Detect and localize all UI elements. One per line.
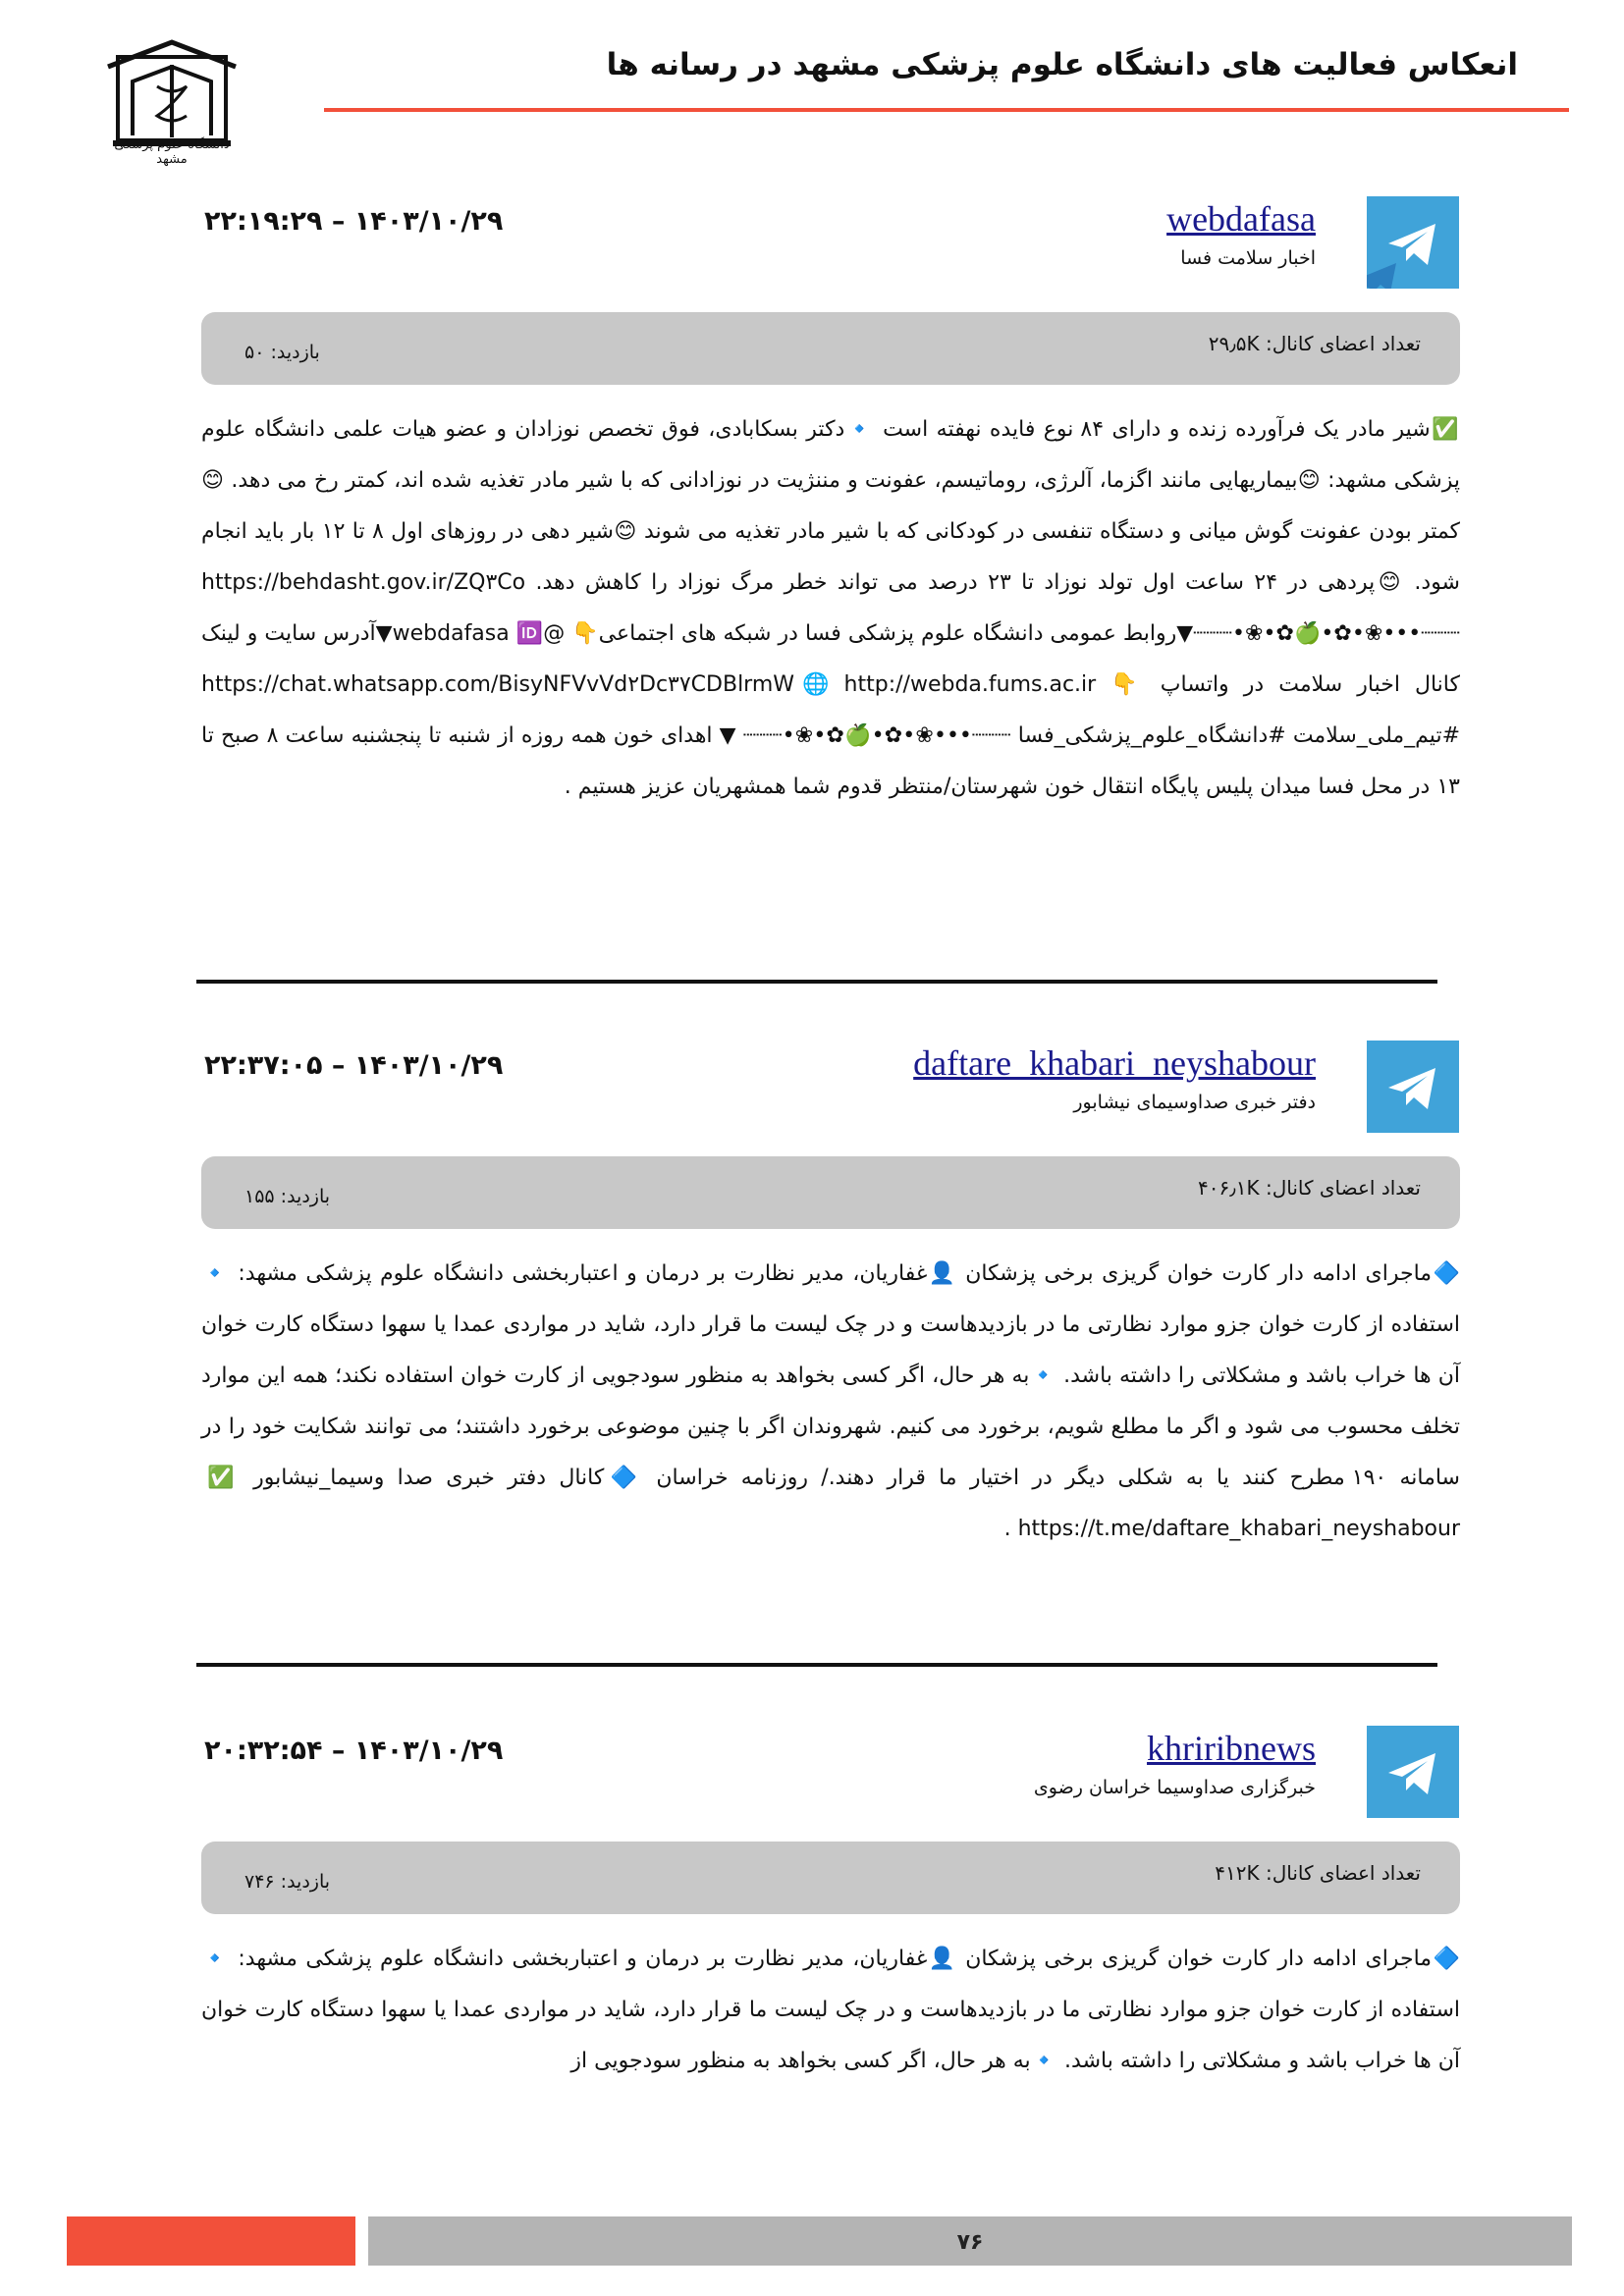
logo-caption: دانشگاه علوم پزشکی مشهد xyxy=(114,137,230,167)
post-datetime: ۲۲:۱۹:۲۹ – ۱۴۰۳/۱۰/۲۹ xyxy=(204,206,504,237)
view-count: بازدید: ۷۴۶ xyxy=(244,1871,331,1893)
post-divider xyxy=(196,1663,1437,1667)
channel-name-link[interactable]: daftare_khabari_neyshabour xyxy=(913,1043,1316,1083)
channel-name-link[interactable]: khriribnews xyxy=(1147,1729,1316,1768)
telegram-icon[interactable] xyxy=(1367,196,1459,289)
post-body: ✅شیر مادر یک فرآورده زنده و دارای ۸۴ نوع فایده نهفته است 🔹دکتر بسکابادی، فوق تخصص نوزادان و عضو هیات علمی دانشگاه علوم پزشکی مشهد: 😊بیماریهایی مانند اگزما، آلرژی، روماتیسم، عفونت و مننژیت در نوزادانی که با شیر مادر تغذیه شده اند، کمتر رخ می دهد. 😊کمتر بودن عفونت گوش میانی و دستگاه تنفسی در کودکانی که با شیر مادر تغذیه می شوند 😊شیر دهی در روزهای اول ۸ تا ۱۲ بار باید انجام شود. 😊پردهی در ۲۴ ساعت اول تولد نوزاد تا ۲۳ درصد می تواند خطر مرگ نوزاد را کاهش دهد. https://behdasht.gov.ir/ZQ۳Co ┈┈┈•••❀•✿•🍏✿•❀•┈┈┈▼روابط عمومی دانشگاه علوم پزشکی فسا در شبکه های اجتماعی👇 @webdafasa 🆔▼آدرس سایت و لینک کانال اخبار سلامت در واتساپ 👇 https://chat.whatsapp.com/BisyNFVvVd۲Dc۳۷CDBlrmW🌐 http://webda.fums.ac.ir #تیم_ملی_سلامت #دانشگاه_علوم_پزشکی_فسا ┈┈┈•••❀•✿•🍏✿•❀•┈┈┈ ▼ اهدای خون همه روزه از شنبه تا پنجشنبه ساعت ۸ صبح تا ۱۳ در محل فسا میدان پلیس پایگاه انتقال خون شهرستان/منتظر قدوم شما همشهریان عزیز هستیم . xyxy=(201,417,1461,799)
page-number: ۷۶ xyxy=(956,2230,984,2255)
channel-name-link[interactable]: webdafasa xyxy=(1166,199,1316,239)
post-datetime: ۲۲:۳۷:۰۵ – ۱۴۰۳/۱۰/۲۹ xyxy=(204,1050,504,1081)
view-count: بازدید: ۵۰ xyxy=(244,342,320,363)
post-body: 🔷ماجرای ادامه دار کارت خوان گریزی برخی پزشکان 👤غفاریان، مدیر نظارت بر درمان و اعتباربخشی دانشگاه علوم پزشکی مشهد: 🔹 استفاده از کارت خوان جزو موارد نظارتی ما در بازدیدهاست و در چک لیست ما قرار دارد، شاید در مواردی عمدا یا سهوا دستگاه کارت خوان آن ها خراب باشد و مشکلاتی را داشته باشد. 🔹به هر حال، اگر کسی بخواهد به منظور سودجویی از کارت خوان استفاده نکند؛ همه این موارد تخلف محسوب می شود و اگر ما مطلع شویم، برخورد می کنیم. شهروندان اگر با چنین موضوعی برخورد داشتند؛ می توانند شکایت خود را در سامانه ۱۹۰ مطرح کنند یا به شکلی دیگر در اختیار ما قرار دهند./ روزنامه خراسان 🔷کانال دفتر خبری صدا وسیما_نیشابور ✅ https://t.me/daftare_khabari_neyshabour . xyxy=(201,1261,1460,1541)
page-header xyxy=(0,0,1624,196)
stats-bar xyxy=(201,1842,1460,1914)
telegram-icon[interactable] xyxy=(1367,1726,1459,1818)
view-count: بازدید: ۱۵۵ xyxy=(244,1186,331,1207)
stats-bar xyxy=(201,1156,1460,1229)
member-count: تعداد اعضای کانال: ۲۹٫۵K xyxy=(1208,332,1421,355)
member-count: تعداد اعضای کانال: ۴۱۲K xyxy=(1215,1861,1421,1885)
stats-bar xyxy=(201,312,1460,385)
channel-description: خبرگزاری صداوسیما خراسان رضوی xyxy=(1033,1777,1316,1798)
post-divider xyxy=(196,980,1437,984)
channel-description: اخبار سلامت فسا xyxy=(1180,247,1316,269)
page-title: انعکاس فعالیت های دانشگاه علوم پزشکی مشهد در رسانه ها xyxy=(606,47,1518,82)
channel-description: دفتر خبری صداوسیمای نیشابور xyxy=(1073,1092,1316,1113)
footer-accent-bar xyxy=(67,2216,355,2266)
post-body: 🔷ماجرای ادامه دار کارت خوان گریزی برخی پزشکان 👤غفاریان، مدیر نظارت بر درمان و اعتباربخشی دانشگاه علوم پزشکی مشهد: 🔹 استفاده از کارت خوان جزو موارد نظارتی ما در بازدیدهاست و در چک لیست ما قرار دارد، شاید در مواردی عمدا یا سهوا دستگاه کارت خوان آن ها خراب باشد و مشکلاتی را داشته باشد. 🔹به هر حال، اگر کسی بخواهد به منظور سودجویی از xyxy=(201,1947,1460,2073)
member-count: تعداد اعضای کانال: ۴۰۶٫۱K xyxy=(1198,1176,1421,1200)
telegram-icon[interactable] xyxy=(1367,1041,1459,1133)
header-accent-line xyxy=(324,108,1569,112)
post-datetime: ۲۰:۳۲:۵۴ – ۱۴۰۳/۱۰/۲۹ xyxy=(204,1735,504,1766)
